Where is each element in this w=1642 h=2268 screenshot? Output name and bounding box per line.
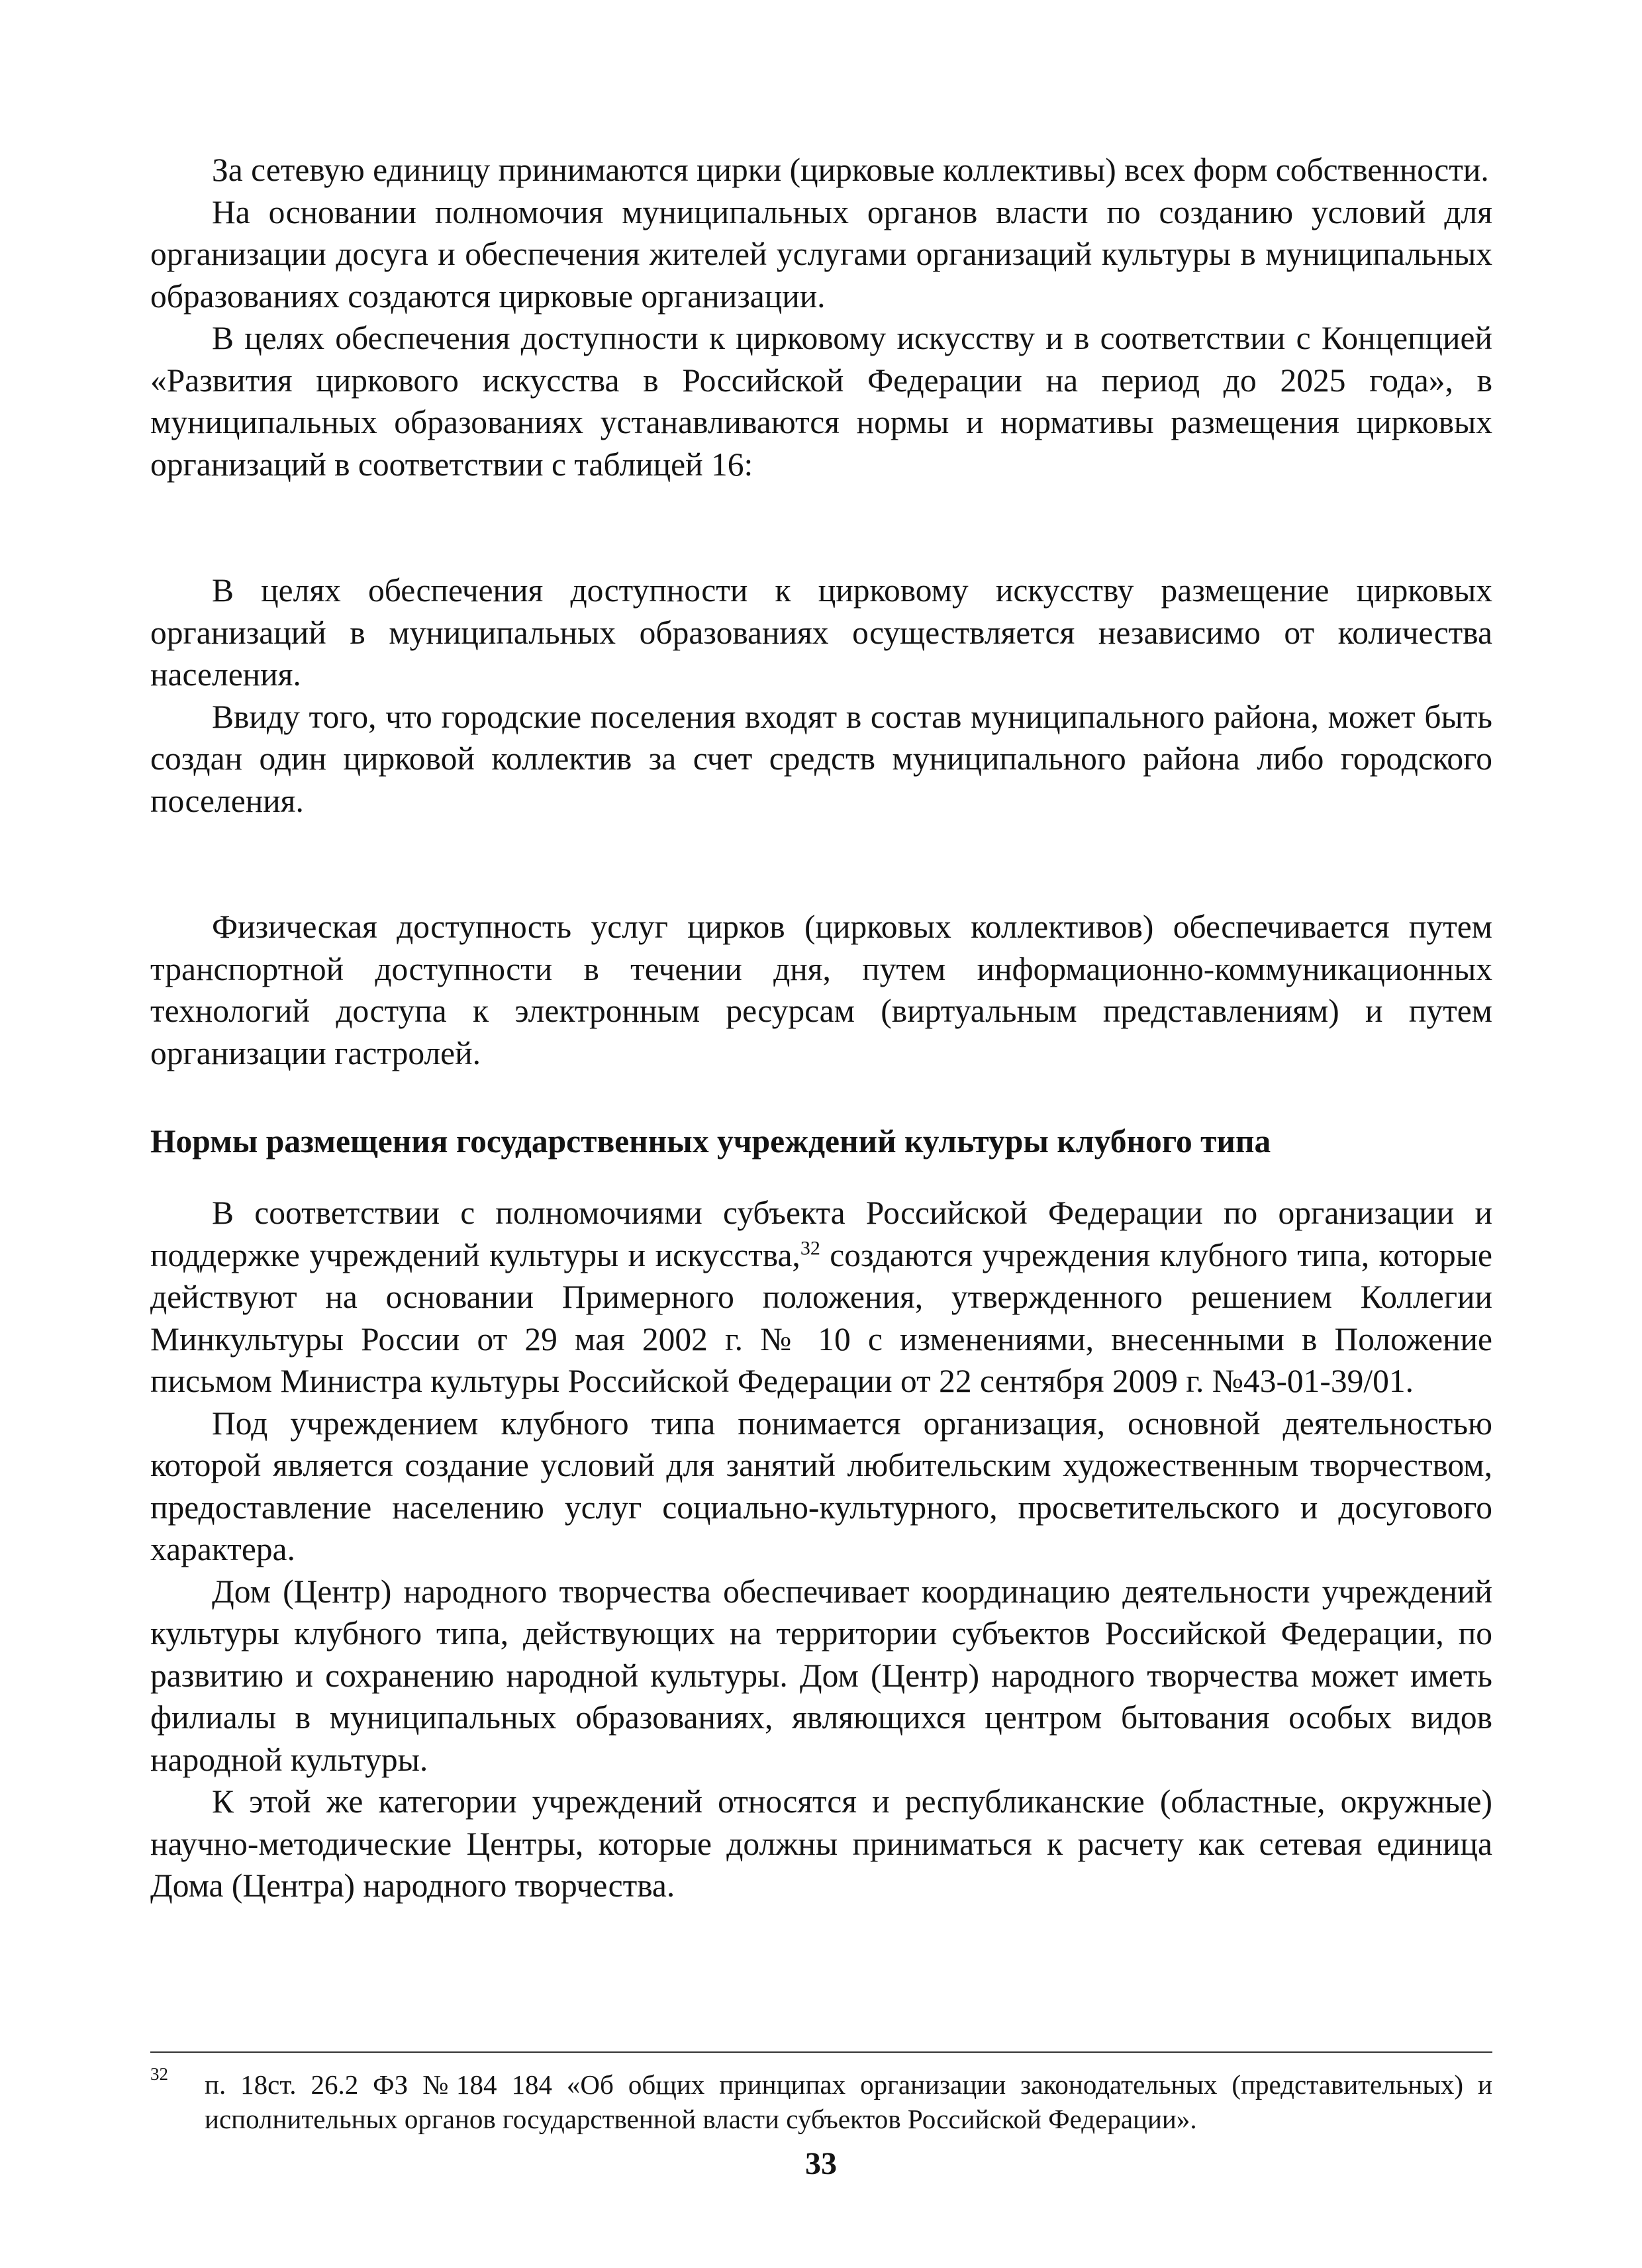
paragraph: Под учреждением клубного типа понимается организация, основной деятельностью которой является создание условий для занятий любительским художественным творчеством, предоставление населению услуг социально-культурного, просветительского и досугового характера. [150,1405,1492,1567]
footnote-number: 32 [150,2064,168,2084]
paragraph: Ввиду того, что городские поселения входят в состав муниципального района, может быть создан один цирковой коллектив за счет средств муниципального района либо городского поселения. [150,698,1492,819]
paragraph: За сетевую единицу принимаются цирки (цирковые коллективы) всех форм собственности. [212,152,1489,188]
footnote-text: п. 18ст. 26.2 ФЗ №184 184 «Об общих принципах организации законодательных (представительных) и исполнительных органов государственной власти субъектов Российской Федерации». [205,2069,1492,2134]
paragraph-text: В соответствии с полномочиями субъекта Российской Федерации по организации и поддержке учреждений культуры и искусства, [150,1195,1492,1273]
footnote-divider [150,2051,1492,2053]
circus-section [150,149,1492,1074]
paragraph: На основании полномочия муниципальных органов власти по созданию условий для организации досуга и обеспечения жителей услугами организаций культуры в муниципальных образованиях создаются цирковые организации. [150,193,1492,315]
paragraph: К этой же категории учреждений относятся и республиканские (областные, окружные) научно-методические Центры, которые должны приниматься к расчету как сетевая единица Дома (Центра) народного творчества. [150,1783,1492,1904]
paragraph: Физическая доступность услуг цирков (цирковых коллективов) обеспечивается путем транспортной доступности в течении дня, путем информационно-коммуникационных технологий доступа к электронным ресурсам (виртуальным представлениям) и путем организации гастролей. [150,909,1492,1071]
paragraph-with-footnote-ref [150,1192,1492,1403]
footnote-reference[interactable]: 32 [800,1237,820,1259]
section-heading: Нормы размещения государственных учреждений культуры клубного типа [150,1123,1271,1159]
club-institutions-section [150,1192,1492,1907]
page-number: 33 [805,2146,837,2181]
paragraph: В целях обеспечения доступности к цирковому искусству и в соответствии с Концепцией «Развития циркового искусства в Российской Федерации на период до 2025 года», в муниципальных образованиях устанавливаются нормы и нормативы размещения цирковых организаций в соответствии с таблицей 16: [150,320,1492,483]
paragraph: В целях обеспечения доступности к цирковому искусству размещение цирковых организаций в муниципальных образованиях осуществляется независимо от количества населения. [150,572,1492,693]
footnote [150,2064,1492,2136]
paragraph: Дом (Центр) народного творчества обеспечивает координацию деятельности учреждений культуры клубного типа, действующих на территории субъектов Российской Федерации, по развитию и сохранению народной культуры. Дом (Центр) народного творчества может иметь филиалы в муниципальных образованиях, являющихся центром бытования особых видов народной культуры. [150,1573,1492,1778]
paragraph-text: создаются учреждения клубного типа, которые действуют на основании Примерного положения, утвержденного решением Коллегии Минкультуры России от 29 мая 2002 г. № 10 с изменениями, внесенными в Положение письмом Министра культуры Российской Федерации от 22 сентября 2009 г. №43-01-39/01. [150,1236,1492,1399]
